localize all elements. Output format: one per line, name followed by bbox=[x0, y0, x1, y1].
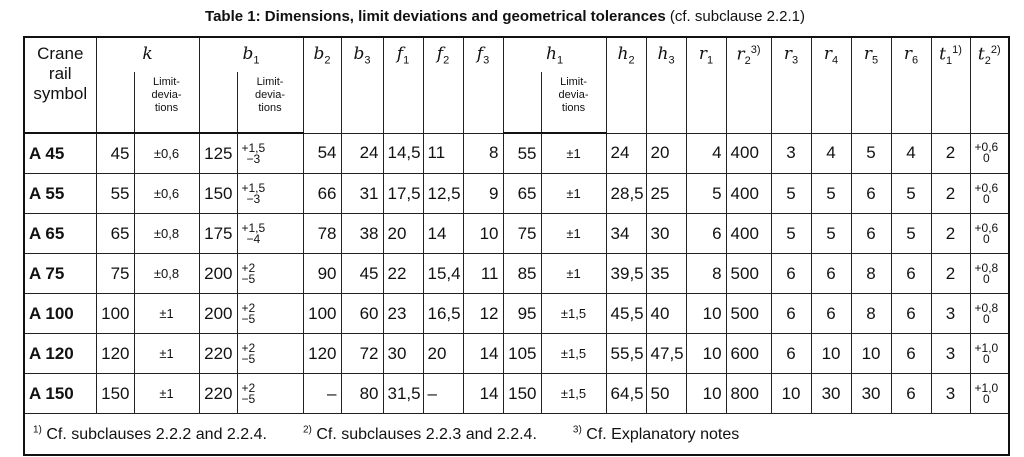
cell-h1: 105 bbox=[503, 334, 541, 374]
column-subscript: 2 bbox=[744, 55, 751, 68]
column-symbol: b bbox=[353, 44, 365, 64]
cell-b1: 150 bbox=[199, 174, 237, 214]
tolerance-lower: 0 bbox=[983, 351, 990, 366]
table-row bbox=[24, 374, 1009, 414]
cell-k: 100 bbox=[96, 294, 134, 334]
cell-b1-dev bbox=[237, 214, 303, 254]
cell-r2: 800 bbox=[726, 374, 771, 414]
header-text: Limit- bbox=[560, 76, 587, 88]
cell-k-dev: ±0,6 bbox=[134, 133, 199, 174]
footnote-mark: 3) bbox=[572, 424, 582, 436]
cell-r2: 400 bbox=[726, 133, 771, 174]
cell-b1-dev bbox=[237, 133, 303, 174]
cell-r6: 6 bbox=[891, 294, 931, 334]
header-r5 bbox=[851, 37, 891, 133]
title-main: Table 1: Dimensions, limit deviations and geometrical tolerances bbox=[205, 8, 666, 25]
cell-h1: 95 bbox=[503, 294, 541, 334]
cell-r4: 5 bbox=[811, 214, 851, 254]
cell-r3: 5 bbox=[771, 174, 811, 214]
cell-b3: 60 bbox=[341, 294, 383, 334]
cell-h3: 30 bbox=[646, 214, 686, 254]
column-symbol: h bbox=[545, 44, 557, 64]
cell-r2: 400 bbox=[726, 174, 771, 214]
cell-r4: 5 bbox=[811, 174, 851, 214]
cell-k-dev: ±0,6 bbox=[134, 174, 199, 214]
cell-h1-dev: ±1 bbox=[541, 133, 606, 174]
column-subscript: 1 bbox=[707, 54, 714, 67]
cell-b1-dev bbox=[237, 374, 303, 414]
column-symbol: t bbox=[939, 44, 946, 65]
cell-r5: 8 bbox=[851, 254, 891, 294]
cell-symbol: A 55 bbox=[24, 174, 96, 214]
column-symbol: b bbox=[313, 44, 325, 64]
tolerance-lower: 0 bbox=[983, 151, 990, 166]
cell-h3: 35 bbox=[646, 254, 686, 294]
header-b3 bbox=[341, 37, 383, 133]
header-k bbox=[96, 37, 199, 72]
cell-k-dev: ±1 bbox=[134, 374, 199, 414]
cell-r2: 400 bbox=[726, 214, 771, 254]
cell-t2 bbox=[970, 133, 1009, 174]
header-h2 bbox=[606, 37, 646, 133]
cell-f1: 23 bbox=[383, 294, 423, 334]
cell-r3: 3 bbox=[771, 133, 811, 174]
title-reference: (cf. subclause 2.2.1) bbox=[669, 8, 805, 25]
cell-h2: 45,5 bbox=[606, 294, 646, 334]
cell-f1: 31,5 bbox=[383, 374, 423, 414]
footnote-text: Cf. subclauses 2.2.3 and 2.2.4. bbox=[316, 425, 537, 443]
header-h1-value bbox=[503, 72, 541, 133]
header-r4 bbox=[811, 37, 851, 133]
footnote-reference: 3) bbox=[750, 44, 761, 56]
header-f2 bbox=[423, 37, 463, 133]
tolerance-lower: 0 bbox=[983, 231, 990, 246]
header-r1 bbox=[686, 37, 726, 133]
cell-t1: 3 bbox=[931, 374, 970, 414]
tolerance-fraction bbox=[241, 140, 266, 166]
cell-b2: 78 bbox=[303, 214, 341, 254]
column-symbol: r bbox=[783, 44, 793, 64]
header-text: tions bbox=[258, 102, 282, 114]
header-text: symbol bbox=[33, 84, 88, 103]
tolerance-lower: −5 bbox=[241, 351, 256, 366]
tolerance-fraction bbox=[974, 380, 999, 406]
header-text: rail bbox=[48, 64, 72, 83]
cell-h1: 55 bbox=[503, 133, 541, 174]
header-f1 bbox=[383, 37, 423, 133]
tolerance-fraction bbox=[241, 340, 256, 366]
column-subscript: 2 bbox=[984, 55, 991, 68]
column-subscript: 6 bbox=[912, 54, 919, 67]
column-symbol: f bbox=[476, 44, 484, 64]
tolerance-lower: 0 bbox=[983, 191, 990, 206]
cell-r5: 30 bbox=[851, 374, 891, 414]
tolerance-lower: −5 bbox=[241, 311, 256, 326]
cell-f2: 11 bbox=[423, 133, 463, 174]
cell-b1-dev bbox=[237, 174, 303, 214]
tolerance-upper: +2 bbox=[241, 300, 256, 315]
column-symbol: r bbox=[903, 44, 913, 64]
cell-h2: 24 bbox=[606, 133, 646, 174]
tolerance-fraction bbox=[241, 300, 256, 326]
tolerance-upper: +0,6 bbox=[974, 220, 999, 235]
column-subscript: 5 bbox=[872, 54, 879, 67]
cell-t2 bbox=[970, 214, 1009, 254]
cell-t2 bbox=[970, 294, 1009, 334]
tolerance-fraction bbox=[241, 260, 256, 286]
table-body bbox=[24, 133, 1009, 414]
cell-t1: 2 bbox=[931, 133, 970, 174]
column-symbol: r bbox=[736, 44, 745, 65]
tolerance-lower: −3 bbox=[246, 151, 261, 166]
tolerance-upper: +1,5 bbox=[241, 140, 266, 155]
cell-r5: 5 bbox=[851, 133, 891, 174]
table-title bbox=[155, 8, 855, 25]
tolerance-lower: −3 bbox=[246, 191, 261, 206]
cell-b1-dev bbox=[237, 254, 303, 294]
cell-k: 150 bbox=[96, 374, 134, 414]
tolerance-fraction bbox=[241, 380, 256, 406]
cell-b1-dev bbox=[237, 334, 303, 374]
tolerance-lower: 0 bbox=[983, 271, 990, 286]
tolerance-fraction bbox=[974, 260, 999, 286]
header-text: tions bbox=[561, 102, 586, 114]
header-h3 bbox=[646, 37, 686, 133]
cell-r6: 5 bbox=[891, 214, 931, 254]
cell-h2: 34 bbox=[606, 214, 646, 254]
header-b1-limit-deviations bbox=[237, 72, 303, 133]
cell-h3: 25 bbox=[646, 174, 686, 214]
cell-r4: 6 bbox=[811, 294, 851, 334]
tolerance-upper: +0,8 bbox=[974, 260, 999, 275]
cell-b3: 31 bbox=[341, 174, 383, 214]
cell-f2: 20 bbox=[423, 334, 463, 374]
cell-h1: 150 bbox=[503, 374, 541, 414]
cell-h3: 40 bbox=[646, 294, 686, 334]
column-symbol: h bbox=[617, 44, 629, 64]
cell-t1: 3 bbox=[931, 334, 970, 374]
cell-k: 45 bbox=[96, 133, 134, 174]
cell-b2: – bbox=[303, 374, 341, 414]
cell-t2 bbox=[970, 174, 1009, 214]
column-subscript: 3 bbox=[668, 54, 675, 67]
cell-b3: 72 bbox=[341, 334, 383, 374]
cell-f2: 15,4 bbox=[423, 254, 463, 294]
cell-r6: 6 bbox=[891, 254, 931, 294]
footnote-text: Cf. Explanatory notes bbox=[586, 425, 740, 443]
cell-r3: 6 bbox=[771, 294, 811, 334]
cell-r1: 10 bbox=[686, 334, 726, 374]
footnote-mark: 2) bbox=[302, 424, 312, 436]
cell-b1: 220 bbox=[199, 374, 237, 414]
tolerance-upper: +1,0 bbox=[974, 340, 999, 355]
cell-r3: 6 bbox=[771, 254, 811, 294]
tolerance-lower: −5 bbox=[241, 391, 256, 406]
cell-r5: 6 bbox=[851, 174, 891, 214]
column-subscript: 1 bbox=[556, 54, 564, 67]
cell-f2: 16,5 bbox=[423, 294, 463, 334]
cell-f3: 9 bbox=[463, 174, 503, 214]
cell-t1: 2 bbox=[931, 254, 970, 294]
cell-f3: 8 bbox=[463, 133, 503, 174]
cell-r3: 6 bbox=[771, 334, 811, 374]
column-symbol: r bbox=[698, 44, 708, 64]
tolerance-lower: −4 bbox=[246, 231, 261, 246]
column-symbol: k bbox=[142, 44, 153, 64]
header-text: Crane bbox=[37, 44, 84, 63]
header-b1 bbox=[199, 37, 303, 72]
cell-r6: 4 bbox=[891, 133, 931, 174]
cell-r3: 5 bbox=[771, 214, 811, 254]
cell-r4: 30 bbox=[811, 374, 851, 414]
header-r6 bbox=[891, 37, 931, 133]
footnote-mark: 1) bbox=[33, 424, 42, 436]
table-row bbox=[24, 174, 1009, 214]
cell-r2: 500 bbox=[726, 254, 771, 294]
header-text: Limit- bbox=[153, 76, 180, 88]
cell-k: 120 bbox=[96, 334, 134, 374]
cell-symbol: A 65 bbox=[24, 214, 96, 254]
footnote bbox=[303, 426, 537, 443]
cell-h1-dev: ±1 bbox=[541, 174, 606, 214]
cell-r3: 10 bbox=[771, 374, 811, 414]
cell-r2: 500 bbox=[726, 294, 771, 334]
cell-k: 65 bbox=[96, 214, 134, 254]
column-symbol: r bbox=[863, 44, 873, 64]
cell-r5: 8 bbox=[851, 294, 891, 334]
cell-k: 55 bbox=[96, 174, 134, 214]
tolerance-upper: +0,6 bbox=[974, 140, 999, 155]
footnotes bbox=[24, 414, 1009, 456]
header-k-limit-deviations bbox=[134, 72, 199, 133]
header-text: devia- bbox=[151, 89, 182, 101]
column-symbol: f bbox=[436, 44, 444, 64]
cell-h3: 47,5 bbox=[646, 334, 686, 374]
cell-f3: 10 bbox=[463, 214, 503, 254]
footnote bbox=[33, 426, 267, 443]
cell-h2: 28,5 bbox=[606, 174, 646, 214]
cell-f3: 12 bbox=[463, 294, 503, 334]
tolerance-fraction bbox=[974, 340, 999, 366]
cell-h2: 39,5 bbox=[606, 254, 646, 294]
table-row bbox=[24, 294, 1009, 334]
cell-b2: 90 bbox=[303, 254, 341, 294]
cell-r1: 8 bbox=[686, 254, 726, 294]
table-row bbox=[24, 133, 1009, 174]
cell-b2: 66 bbox=[303, 174, 341, 214]
tolerance-upper: +0,6 bbox=[974, 180, 999, 195]
footnotes-row bbox=[24, 414, 1009, 456]
header-k-value bbox=[96, 72, 134, 133]
cell-h2: 64,5 bbox=[606, 374, 646, 414]
cell-r2: 600 bbox=[726, 334, 771, 374]
tolerance-upper: +1,0 bbox=[974, 380, 999, 395]
header-text: Limit- bbox=[256, 76, 284, 88]
header-t2 bbox=[970, 37, 1009, 133]
cell-b2: 120 bbox=[303, 334, 341, 374]
cell-h1: 65 bbox=[503, 174, 541, 214]
cell-b3: 38 bbox=[341, 214, 383, 254]
column-subscript: 2 bbox=[324, 54, 331, 67]
cell-k-dev: ±0,8 bbox=[134, 214, 199, 254]
cell-h1-dev: ±1 bbox=[541, 214, 606, 254]
header-text: tions bbox=[154, 102, 179, 114]
cell-b2: 100 bbox=[303, 294, 341, 334]
cell-t1: 2 bbox=[931, 174, 970, 214]
cell-symbol: A 45 bbox=[24, 133, 96, 174]
table-row bbox=[24, 254, 1009, 294]
header-b2 bbox=[303, 37, 341, 133]
cell-b1: 200 bbox=[199, 294, 237, 334]
table-row bbox=[24, 334, 1009, 374]
cell-symbol: A 120 bbox=[24, 334, 96, 374]
tolerance-lower: 0 bbox=[983, 311, 990, 326]
cell-f1: 20 bbox=[383, 214, 423, 254]
cell-symbol: A 150 bbox=[24, 374, 96, 414]
cell-r6: 5 bbox=[891, 174, 931, 214]
cell-f2: 14 bbox=[423, 214, 463, 254]
cell-r4: 6 bbox=[811, 254, 851, 294]
cell-f1: 30 bbox=[383, 334, 423, 374]
footnote-text: Cf. subclauses 2.2.2 and 2.2.4. bbox=[46, 425, 267, 443]
column-subscript: 1 bbox=[253, 54, 260, 67]
column-subscript: 1 bbox=[946, 55, 953, 68]
cell-k: 75 bbox=[96, 254, 134, 294]
cell-b3: 80 bbox=[341, 374, 383, 414]
footnote-reference: 2) bbox=[990, 44, 1001, 56]
cell-h1-dev: ±1,5 bbox=[541, 294, 606, 334]
cell-t2 bbox=[970, 334, 1009, 374]
column-symbol: r bbox=[823, 44, 833, 64]
cell-f3: 11 bbox=[463, 254, 503, 294]
cell-h1: 85 bbox=[503, 254, 541, 294]
footnote-reference: 1) bbox=[952, 44, 962, 56]
tolerance-lower: −5 bbox=[241, 271, 256, 286]
cell-h2: 55,5 bbox=[606, 334, 646, 374]
cell-b3: 45 bbox=[341, 254, 383, 294]
cell-k-dev: ±1 bbox=[134, 294, 199, 334]
cell-r1: 4 bbox=[686, 133, 726, 174]
cell-f3: 14 bbox=[463, 334, 503, 374]
cell-f2: – bbox=[423, 374, 463, 414]
cell-b1-dev bbox=[237, 294, 303, 334]
cell-f1: 14,5 bbox=[383, 133, 423, 174]
header-r2 bbox=[726, 37, 771, 133]
cell-b1: 200 bbox=[199, 254, 237, 294]
dimensions-table bbox=[23, 36, 1010, 456]
tolerance-upper: +2 bbox=[241, 340, 256, 355]
cell-k-dev: ±1 bbox=[134, 334, 199, 374]
cell-h1-dev: ±1 bbox=[541, 254, 606, 294]
cell-h3: 50 bbox=[646, 374, 686, 414]
cell-r6: 6 bbox=[891, 374, 931, 414]
cell-t2 bbox=[970, 374, 1009, 414]
column-subscript: 3 bbox=[364, 54, 371, 67]
cell-t1: 3 bbox=[931, 294, 970, 334]
cell-h1: 75 bbox=[503, 214, 541, 254]
column-subscript: 3 bbox=[792, 54, 799, 67]
cell-r5: 6 bbox=[851, 214, 891, 254]
table-header bbox=[24, 37, 1009, 133]
cell-b2: 54 bbox=[303, 133, 341, 174]
cell-f2: 12,5 bbox=[423, 174, 463, 214]
cell-f3: 14 bbox=[463, 374, 503, 414]
tolerance-lower: 0 bbox=[983, 391, 990, 406]
column-subscript: 4 bbox=[832, 54, 839, 67]
cell-r5: 10 bbox=[851, 334, 891, 374]
tolerance-upper: +2 bbox=[241, 380, 256, 395]
column-symbol: f bbox=[396, 44, 404, 64]
cell-t2 bbox=[970, 254, 1009, 294]
cell-symbol: A 100 bbox=[24, 294, 96, 334]
header-r3 bbox=[771, 37, 811, 133]
table-row bbox=[24, 214, 1009, 254]
cell-f1: 22 bbox=[383, 254, 423, 294]
tolerance-fraction bbox=[974, 180, 999, 206]
footnote bbox=[573, 426, 739, 443]
cell-r1: 5 bbox=[686, 174, 726, 214]
cell-r6: 6 bbox=[891, 334, 931, 374]
header-t1 bbox=[931, 37, 970, 133]
tolerance-upper: +2 bbox=[241, 260, 256, 275]
column-subscript: 1 bbox=[403, 54, 410, 67]
column-subscript: 2 bbox=[443, 54, 450, 67]
header-f3 bbox=[463, 37, 503, 133]
tolerance-fraction bbox=[974, 220, 999, 246]
cell-r1: 10 bbox=[686, 294, 726, 334]
cell-r1: 6 bbox=[686, 214, 726, 254]
cell-h1-dev: ±1,5 bbox=[541, 374, 606, 414]
tolerance-upper: +1,5 bbox=[241, 180, 266, 195]
header-b1-value bbox=[199, 72, 237, 133]
cell-r4: 4 bbox=[811, 133, 851, 174]
cell-b3: 24 bbox=[341, 133, 383, 174]
column-symbol: t bbox=[977, 44, 985, 65]
cell-b1: 125 bbox=[199, 133, 237, 174]
cell-b1: 175 bbox=[199, 214, 237, 254]
tolerance-upper: +0,8 bbox=[974, 300, 999, 315]
header-h1-limit-deviations bbox=[541, 72, 606, 133]
cell-symbol: A 75 bbox=[24, 254, 96, 294]
header-crane-rail-symbol bbox=[24, 37, 96, 133]
cell-r1: 10 bbox=[686, 374, 726, 414]
column-symbol: b bbox=[242, 44, 254, 64]
cell-f1: 17,5 bbox=[383, 174, 423, 214]
tolerance-fraction bbox=[241, 220, 266, 246]
tolerance-fraction bbox=[975, 142, 999, 164]
header-text: devia- bbox=[255, 89, 285, 101]
cell-h3: 20 bbox=[646, 133, 686, 174]
tolerance-fraction bbox=[974, 300, 999, 326]
tolerance-upper: +1,5 bbox=[241, 220, 266, 235]
cell-k-dev: ±0,8 bbox=[134, 254, 199, 294]
header-text: devia- bbox=[558, 89, 589, 101]
cell-b1: 220 bbox=[199, 334, 237, 374]
column-subscript: 3 bbox=[483, 54, 490, 67]
column-symbol: h bbox=[657, 44, 669, 64]
header-h1 bbox=[503, 37, 606, 72]
cell-h1-dev: ±1,5 bbox=[541, 334, 606, 374]
tolerance-fraction bbox=[241, 180, 266, 206]
cell-r4: 10 bbox=[811, 334, 851, 374]
cell-t1: 2 bbox=[931, 214, 970, 254]
column-subscript: 2 bbox=[628, 54, 635, 67]
